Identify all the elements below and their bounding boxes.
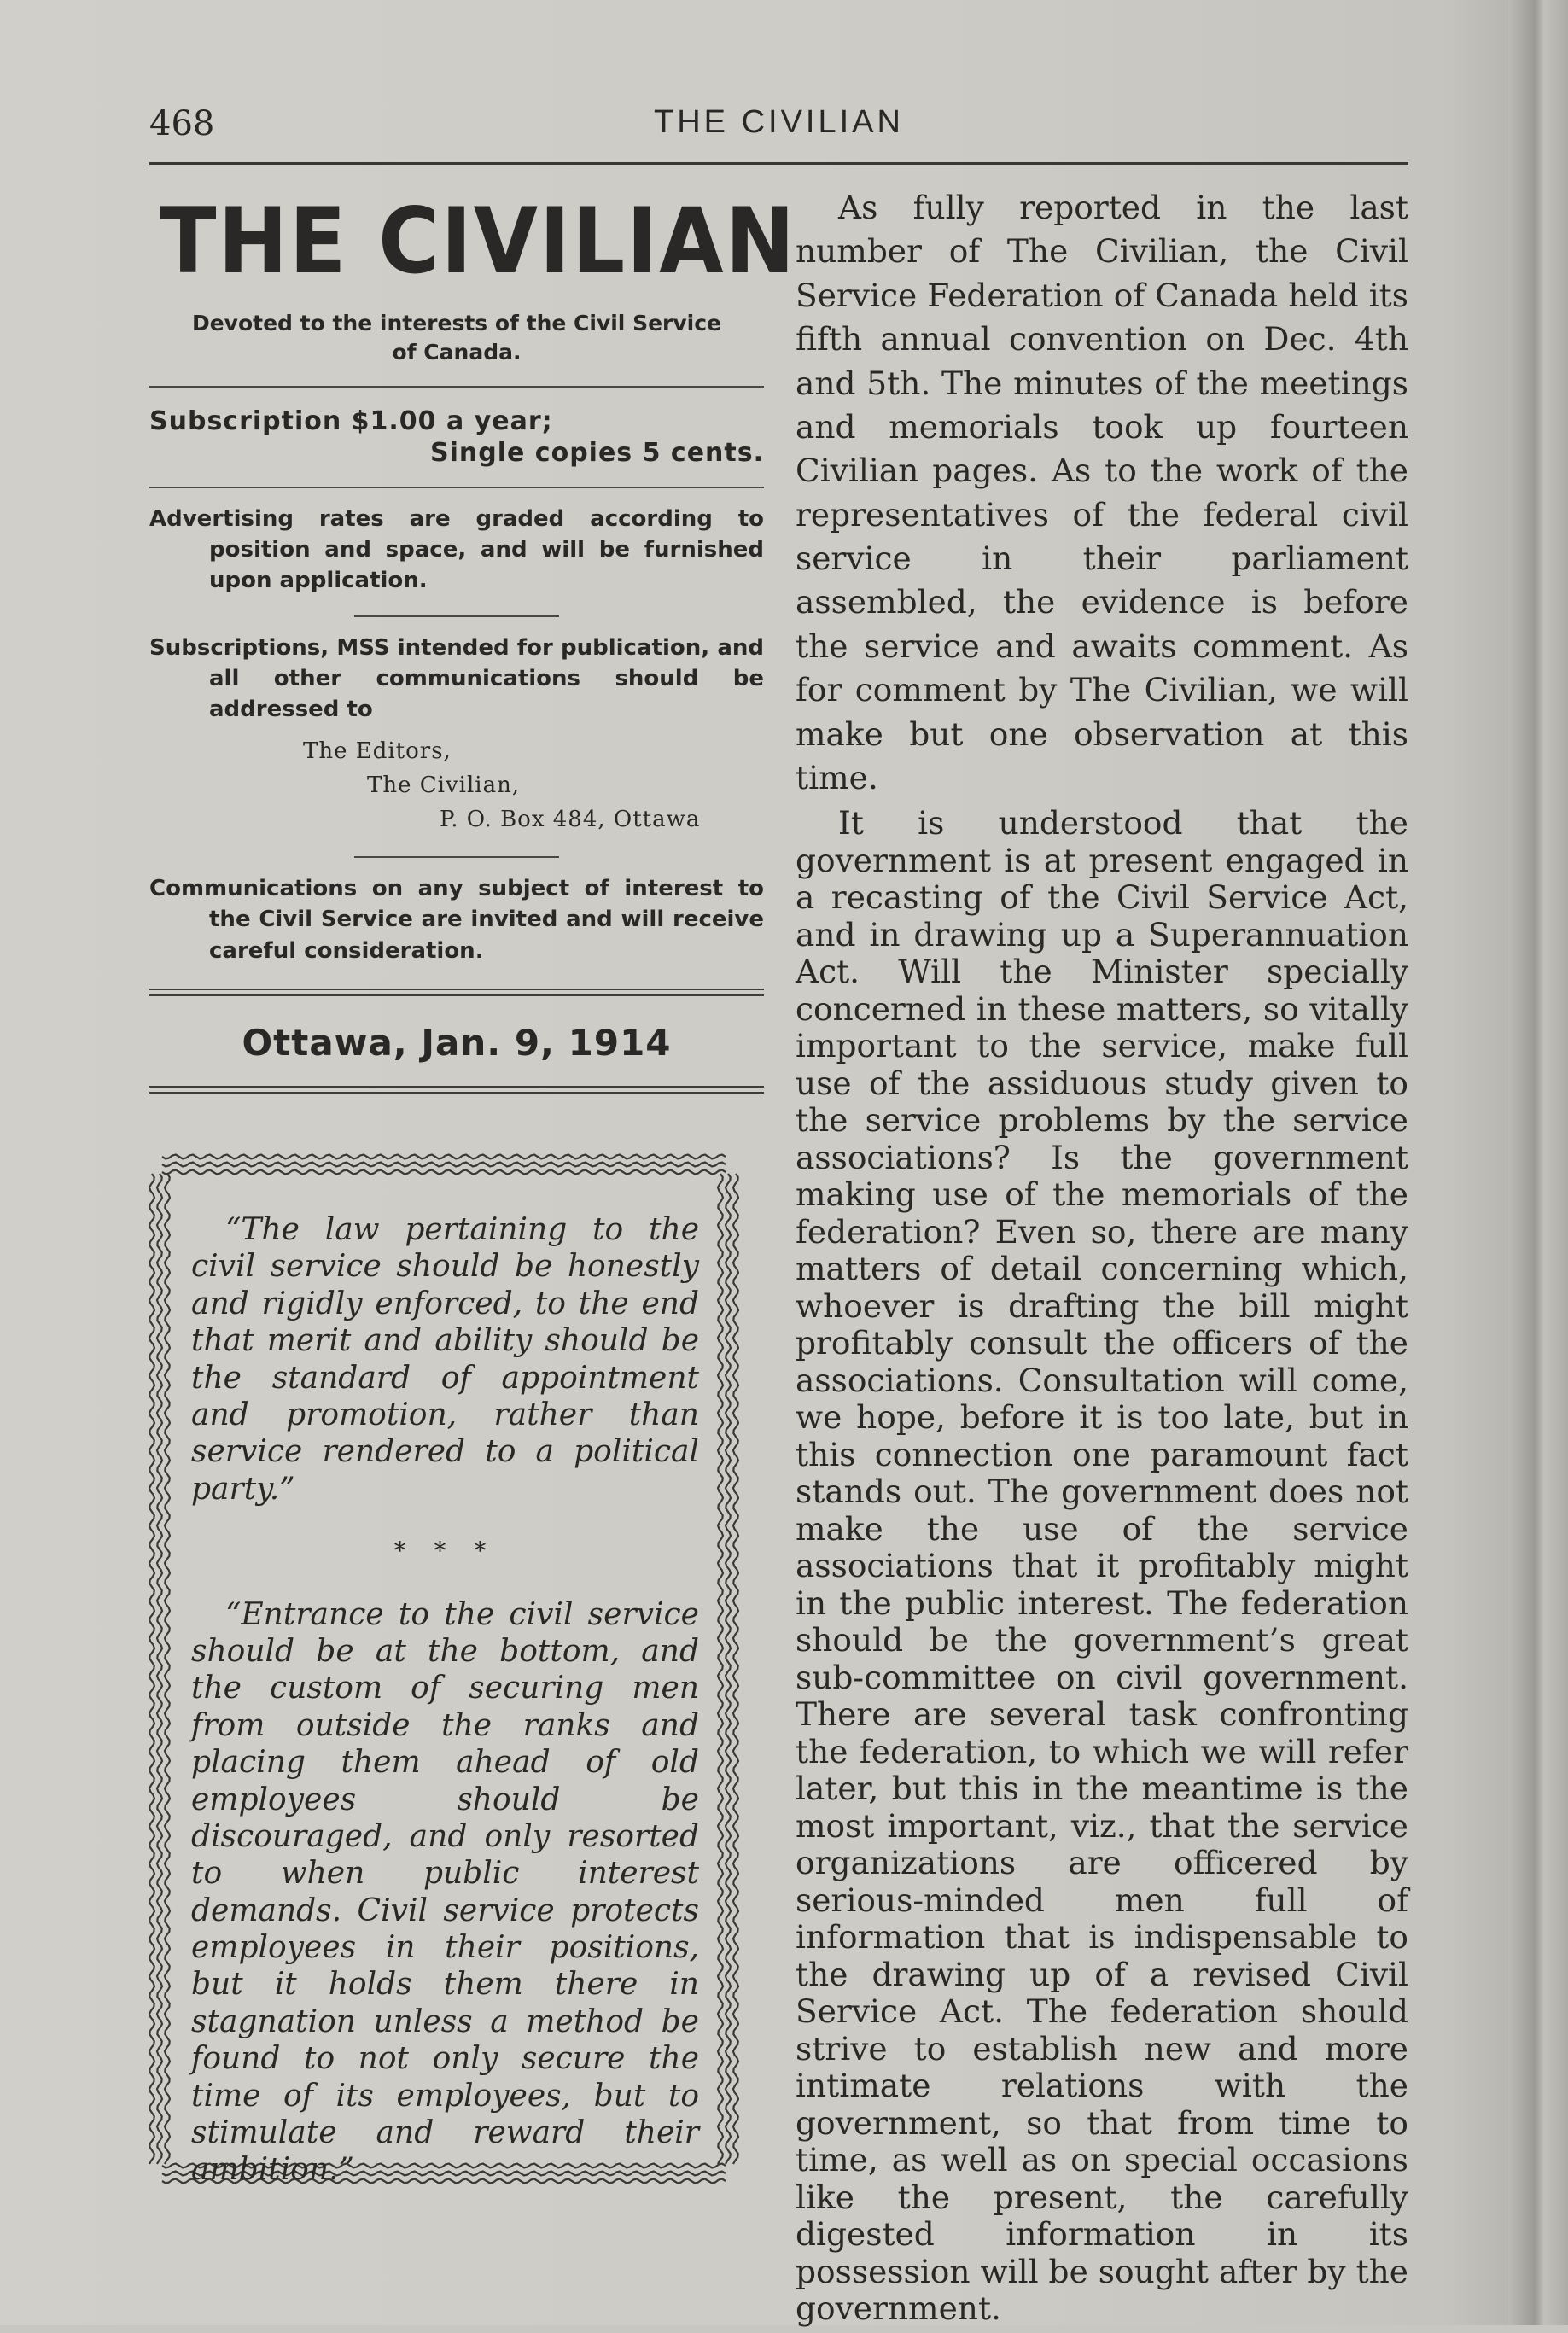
devoted-line [149,309,764,367]
quote-box [137,1140,751,2198]
separator-stars: * * * [393,1537,497,1565]
editorial-paragraph-2: It is understood that the government is at present engaged in a recasting of the Civil Service Act, and in drawing up a Superannuation Act. Will the Minister specially concerned in these matters, so vitally important to the service, make full use of the assiduous study given to the service problems by the service associations? Is the government making use of the memorials of the federation? Even so, there are many matters of detail concerning which, whoever is drafting the bill might profitably consult the officers of the associations. Consultation will come, we hope, before it is too late, but in this connection one paramount fact stands out. The government does not make the use of the service associations that it profitably might in the public interest. The federation should be the government’s great sub-committee on civil government. There are several task confronting the federation, to which we will refer later, but this in the meantime is the most important, viz., that the service organizations are officered by serious-minded men full of information that is indispensable to the drawing up of a revised Civil Service Act. The federation should strive to establish new and more intimate relations with the government, so that from time to time, as well as on special occasions like the present, the carefully digested information in its possession will be sought after by the government. [796,804,1408,2328]
subscription-price: Subscription $1.00 a year; [149,405,553,436]
devoted-line-1: Devoted to the interests of the Civil Service [191,311,722,335]
book-spine-shadow [1508,0,1568,2325]
running-title: THE CIVILIAN [654,104,904,140]
short-divider [354,615,559,617]
advertising-note: Advertising rates are graded according to position and space, and will be furnished upon application. [149,505,764,594]
editorial-column [796,186,1408,2333]
short-divider [354,856,559,858]
masthead-column [149,179,796,1094]
double-divider [149,989,764,996]
address-line-2: The Civilian, [367,773,521,799]
divider [149,386,764,388]
quote-text [191,1211,699,2189]
running-head [149,104,1408,147]
subscriptions-note: Subscriptions, MSS intended for publication, and all other communications should be addressed to [149,634,764,723]
address-line-1: The Editors, [303,738,452,764]
single-copy-price: Single copies 5 cents. [430,437,764,468]
editorial-paragraph-1: As fully reported in the last number of The Civilian, the Civil Service Federation of Canada held its fifth annual convention on Dec. 4th and 5th. The minutes of the meetings and memorials took up fourteen Civilian pages. As to the work of the representatives of the federal civil service in their parliament assembled, the evidence is before the service and awaits comment. As for comment by The Civilian, we will make but one observation at this time. [796,189,1408,796]
masthead-title: THE CIVILIAN [160,189,796,294]
address-line-3: P. O. Box 484, Ottawa [440,807,701,833]
dateline: Ottawa, Jan. 9, 1914 [242,1021,672,1064]
divider [149,487,764,488]
communications-note: Communications on any subject of interest to the Civil Service are invited and will receive careful consideration. [149,875,764,964]
double-divider [149,1086,764,1094]
devoted-line-2: of Canada. [392,339,522,365]
quote-1: “The law pertaining to the civil service should be honestly and rigidly enforced, to the end that merit and ability should be the standard of appointment and promotion, rather than service rendered to a political party.” [191,1212,699,1507]
quote-2: “Entrance to the civil service should be at the bottom, and the custom of securing men from outside the ranks and placing them ahead of old employees should be discouraged, and only resorted to when public interest demands. Civil service protects employees in their positions, but it holds them there in stagnation unless a method be found to not only secure the time of its employees, but to stimulate and reward their ambition.” [191,1596,699,2188]
header-rule [149,162,1408,165]
page-number: 468 [149,104,215,143]
